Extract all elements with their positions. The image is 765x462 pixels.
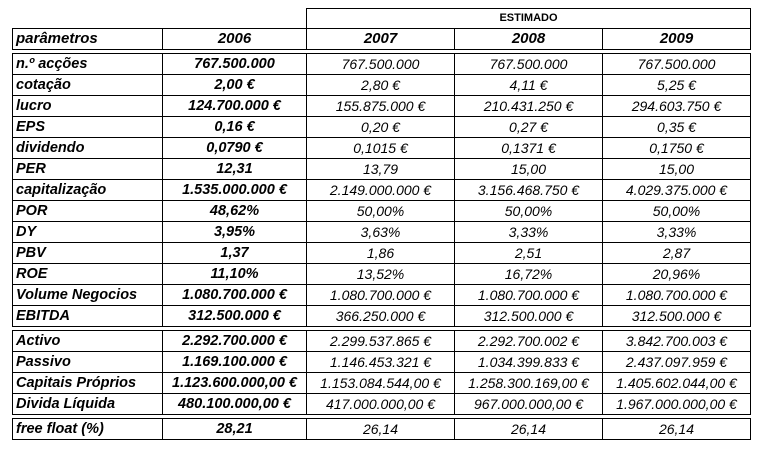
row-label: ROE <box>13 264 163 285</box>
value-2007: 26,14 <box>307 419 455 440</box>
header-2009: 2009 <box>603 29 751 50</box>
value-2008: 2,51 <box>455 243 603 264</box>
value-2008: 26,14 <box>455 419 603 440</box>
value-2006: 1.123.600.000,00 € <box>163 373 307 394</box>
row-label: lucro <box>13 96 163 117</box>
value-2007: 2.149.000.000 € <box>307 180 455 201</box>
value-2007: 1,86 <box>307 243 455 264</box>
table-row <box>13 222 751 243</box>
row-label: POR <box>13 201 163 222</box>
value-2009: 3,33% <box>603 222 751 243</box>
value-2006: 1.535.000.000 € <box>163 180 307 201</box>
value-2009: 20,96% <box>603 264 751 285</box>
header-2007: 2007 <box>307 29 455 50</box>
header-parametros: parâmetros <box>13 29 163 50</box>
value-2006: 1.080.700.000 € <box>163 285 307 306</box>
row-label: dividendo <box>13 138 163 159</box>
column-header-row <box>13 29 751 50</box>
value-2008: 16,72% <box>455 264 603 285</box>
value-2006: 767.500.000 <box>163 54 307 75</box>
value-2006: 0,16 € <box>163 117 307 138</box>
table-row <box>13 394 751 415</box>
value-2007: 2,80 € <box>307 75 455 96</box>
value-2007: 417.000.000,00 € <box>307 394 455 415</box>
value-2009: 767.500.000 <box>603 54 751 75</box>
value-2009: 15,00 <box>603 159 751 180</box>
table-row <box>13 373 751 394</box>
table-row <box>13 54 751 75</box>
value-2006: 28,21 <box>163 419 307 440</box>
value-2009: 5,25 € <box>603 75 751 96</box>
value-2008: 210.431.250 € <box>455 96 603 117</box>
row-label: n.º acções <box>13 54 163 75</box>
value-2008: 3.156.468.750 € <box>455 180 603 201</box>
table-row <box>13 159 751 180</box>
value-2008: 2.292.700.002 € <box>455 331 603 352</box>
value-2007: 1.080.700.000 € <box>307 285 455 306</box>
value-2008: 1.080.700.000 € <box>455 285 603 306</box>
row-label: PBV <box>13 243 163 264</box>
value-2009: 294.603.750 € <box>603 96 751 117</box>
value-2009: 3.842.700.003 € <box>603 331 751 352</box>
value-2006: 2.292.700.000 € <box>163 331 307 352</box>
row-label: Capitais Próprios <box>13 373 163 394</box>
value-2008: 3,33% <box>455 222 603 243</box>
value-2009: 2.437.097.959 € <box>603 352 751 373</box>
value-2008: 312.500.000 € <box>455 306 603 327</box>
value-2006: 480.100.000,00 € <box>163 394 307 415</box>
row-label: Divida Líquida <box>13 394 163 415</box>
table-row <box>13 285 751 306</box>
value-2007: 1.146.453.321 € <box>307 352 455 373</box>
empty-corner <box>13 9 163 29</box>
value-2008: 0,27 € <box>455 117 603 138</box>
value-2009: 1.080.700.000 € <box>603 285 751 306</box>
header-2008: 2008 <box>455 29 603 50</box>
value-2009: 312.500.000 € <box>603 306 751 327</box>
table-row <box>13 243 751 264</box>
value-2008: 967.000.000,00 € <box>455 394 603 415</box>
value-2009: 1.967.000.000,00 € <box>603 394 751 415</box>
value-2008: 1.034.399.833 € <box>455 352 603 373</box>
value-2007: 0,1015 € <box>307 138 455 159</box>
value-2007: 13,79 <box>307 159 455 180</box>
value-2007: 155.875.000 € <box>307 96 455 117</box>
value-2009: 26,14 <box>603 419 751 440</box>
table-row <box>13 75 751 96</box>
value-2008: 1.258.300.169,00 € <box>455 373 603 394</box>
value-2008: 767.500.000 <box>455 54 603 75</box>
value-2006: 11,10% <box>163 264 307 285</box>
row-label: Volume Negocios <box>13 285 163 306</box>
value-2007: 0,20 € <box>307 117 455 138</box>
value-2009: 50,00% <box>603 201 751 222</box>
value-2008: 0,1371 € <box>455 138 603 159</box>
estimado-header-row <box>13 9 751 29</box>
row-label: free float (%) <box>13 419 163 440</box>
row-label: DY <box>13 222 163 243</box>
value-2006: 312.500.000 € <box>163 306 307 327</box>
value-2009: 2,87 <box>603 243 751 264</box>
table-row <box>13 264 751 285</box>
value-2007: 50,00% <box>307 201 455 222</box>
value-2006: 2,00 € <box>163 75 307 96</box>
value-2006: 48,62% <box>163 201 307 222</box>
value-2009: 0,35 € <box>603 117 751 138</box>
row-label: Passivo <box>13 352 163 373</box>
row-label: EPS <box>13 117 163 138</box>
value-2009: 1.405.602.044,00 € <box>603 373 751 394</box>
value-2008: 4,11 € <box>455 75 603 96</box>
header-2006: 2006 <box>163 29 307 50</box>
table-row <box>13 138 751 159</box>
row-label: capitalização <box>13 180 163 201</box>
value-2007: 2.299.537.865 € <box>307 331 455 352</box>
row-label: cotação <box>13 75 163 96</box>
value-2007: 13,52% <box>307 264 455 285</box>
value-2006: 1.169.100.000 € <box>163 352 307 373</box>
estimado-label: ESTIMADO <box>307 9 751 29</box>
table-row <box>13 96 751 117</box>
value-2006: 3,95% <box>163 222 307 243</box>
table-row <box>13 352 751 373</box>
value-2007: 1.153.084.544,00 € <box>307 373 455 394</box>
value-2007: 3,63% <box>307 222 455 243</box>
row-label: Activo <box>13 331 163 352</box>
value-2008: 50,00% <box>455 201 603 222</box>
value-2007: 366.250.000 € <box>307 306 455 327</box>
row-label: PER <box>13 159 163 180</box>
financial-table-container <box>12 8 750 440</box>
value-2006: 0,0790 € <box>163 138 307 159</box>
value-2006: 1,37 <box>163 243 307 264</box>
financial-table <box>12 8 751 440</box>
table-row <box>13 117 751 138</box>
value-2009: 4.029.375.000 € <box>603 180 751 201</box>
value-2006: 124.700.000 € <box>163 96 307 117</box>
value-2007: 767.500.000 <box>307 54 455 75</box>
table-row <box>13 180 751 201</box>
table-row <box>13 306 751 327</box>
table-row <box>13 201 751 222</box>
table-row <box>13 419 751 440</box>
table-row <box>13 331 751 352</box>
value-2008: 15,00 <box>455 159 603 180</box>
row-label: EBITDA <box>13 306 163 327</box>
value-2006: 12,31 <box>163 159 307 180</box>
empty-corner-2 <box>163 9 307 29</box>
value-2009: 0,1750 € <box>603 138 751 159</box>
